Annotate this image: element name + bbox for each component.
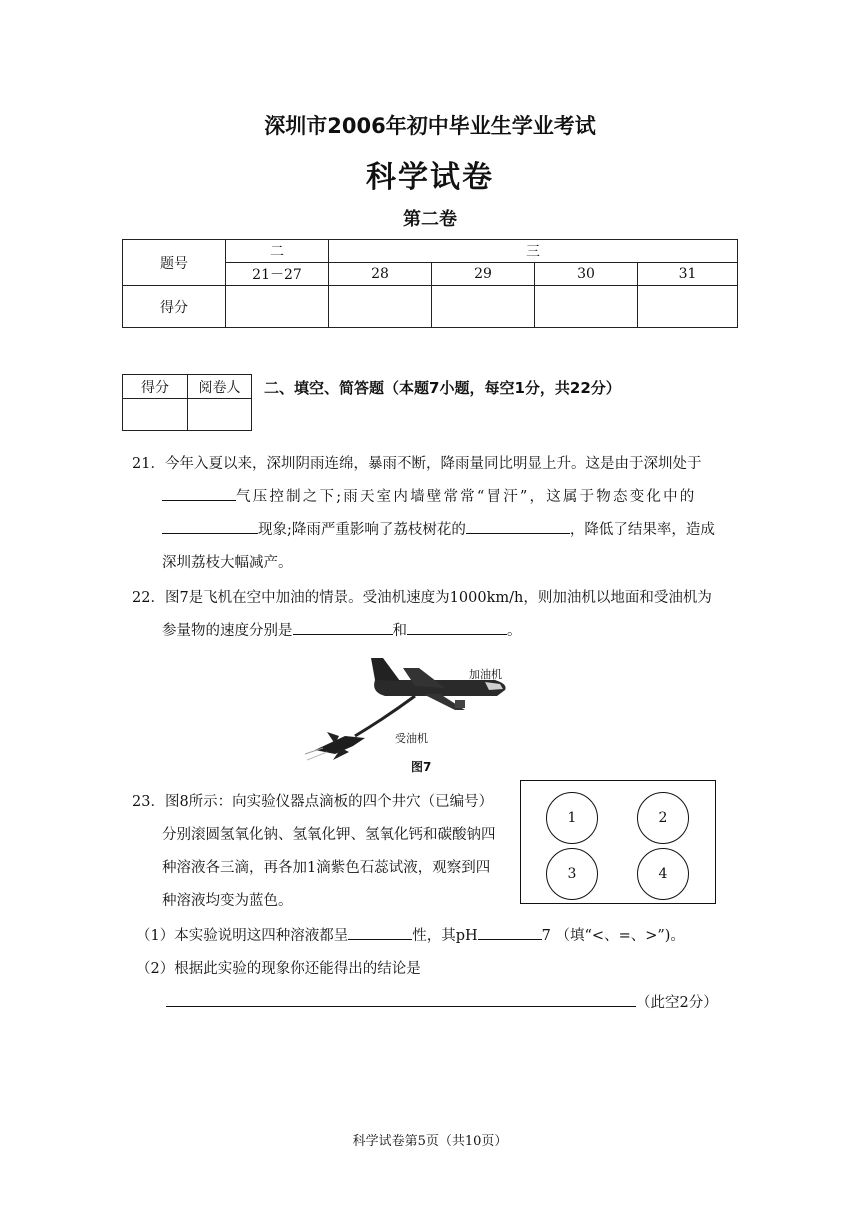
question-number-label: 题号	[123, 240, 226, 286]
q23-sub2-answer: （此空2分）	[166, 991, 718, 1012]
score-cell[interactable]	[432, 286, 535, 328]
answer-blank[interactable]	[478, 925, 542, 940]
answer-blank[interactable]	[348, 925, 412, 940]
answer-blank[interactable]	[407, 620, 507, 635]
exam-title: 深圳市2006年初中毕业生学业考试	[264, 114, 596, 138]
score-cell[interactable]	[329, 286, 432, 328]
q23-sub1: （1）本实验说明这四种溶液都呈 性，其pH 7 （填“<、=、>”)。	[136, 924, 685, 945]
refueling-figure	[305, 648, 525, 773]
group-three-header: 三	[329, 240, 738, 263]
answer-blank[interactable]	[293, 620, 393, 635]
column-header: 30	[535, 263, 638, 286]
score-table	[122, 239, 738, 328]
score-cell[interactable]	[226, 286, 329, 328]
spot-plate-figure	[520, 780, 716, 904]
volume-title: 第二卷	[403, 209, 457, 230]
q21-line1: 21．今年入夏以来，深圳阴雨连绵，暴雨不断，降雨量同比明显上升。这是由于深圳处于	[132, 456, 702, 472]
well-circle: 3	[546, 848, 598, 900]
score-label: 得分	[123, 286, 226, 328]
column-header: 31	[638, 263, 738, 286]
q23-line4: 种溶液均变为蓝色。	[162, 893, 293, 909]
answer-blank[interactable]	[466, 519, 570, 534]
receiver-label: 受油机	[395, 732, 428, 745]
grader-table	[122, 374, 252, 431]
q22-line1: 22．图7是飞机在空中加油的情景。受油机速度为1000km/h，则加油机以地面和受油机为	[132, 590, 712, 606]
subject-title: 科学试卷	[366, 160, 494, 195]
column-header: 21－27	[226, 263, 329, 286]
column-header: 28	[329, 263, 432, 286]
score-cell[interactable]	[535, 286, 638, 328]
q23-line1: 23．图8所示：向实验仪器点滴板的四个井穴（已编号）	[132, 794, 494, 810]
q23-sub2: （2）根据此实验的现象你还能得出的结论是	[136, 961, 421, 977]
answer-blank[interactable]	[162, 519, 258, 534]
grader-score-cell[interactable]	[123, 399, 188, 431]
group-two-header: 二	[226, 240, 329, 263]
grader-name-cell[interactable]	[188, 399, 252, 431]
column-header: 29	[432, 263, 535, 286]
figure-caption: 图7	[411, 760, 432, 774]
answer-blank[interactable]	[166, 992, 636, 1007]
grader-name-label: 阅卷人	[188, 375, 252, 399]
answer-blank[interactable]	[162, 486, 236, 501]
page-footer: 科学试卷第5页（共10页）	[352, 1134, 508, 1149]
score-cell[interactable]	[638, 286, 738, 328]
q21-line3: 现象;降雨严重影响了荔枝树花的 ，降低了结果率，造成	[162, 518, 715, 539]
q21-line2: 气压控制之下;雨天室内墙壁常常“冒汗”，这属于物态变化中的	[162, 485, 697, 506]
well-circle: 4	[637, 848, 689, 900]
q23-line2: 分别滚圆氢氧化钠、氢氧化钾、氢氧化钙和碳酸钠四	[162, 827, 496, 843]
section-title: 二、填空、简答题（本题7小题，每空1分，共22分）	[264, 379, 621, 397]
q22-line2: 参量物的速度分别是 和 。	[162, 619, 522, 640]
well-circle: 2	[637, 792, 689, 844]
q21-line4: 深圳荔枝大幅减产。	[162, 555, 293, 571]
grader-score-label: 得分	[123, 375, 188, 399]
tanker-label: 加油机	[469, 668, 502, 681]
q23-line3: 种溶液各三滴，再各加1滴紫色石蕊试液，观察到四	[162, 860, 491, 876]
well-circle: 1	[546, 792, 598, 844]
